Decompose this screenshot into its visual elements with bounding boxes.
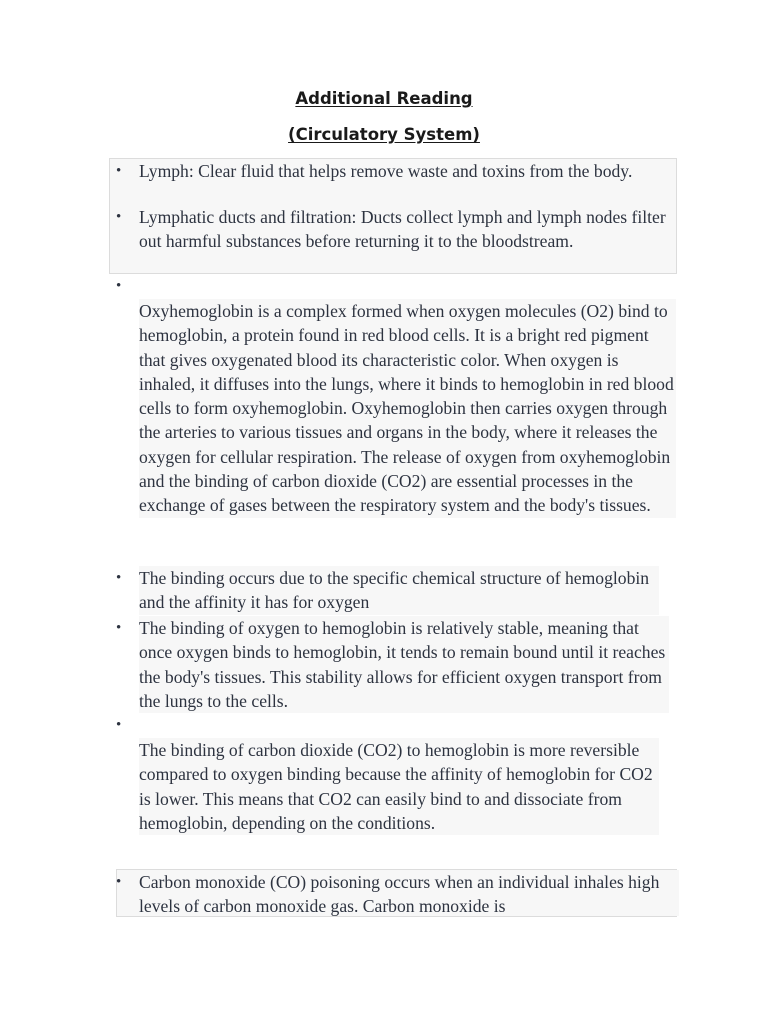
paragraph-oxyhemoglobin: Oxyhemoglobin is a complex formed when oxygen molecules (O2) bind to hemoglobin, a protein found in red blood cells. It is a bright red pigment that gives oxygenated blood its characteristic color. When oxygen is inhaled, it diffuses into the lungs, where it binds to hemoglobin in red blood cells to form oxyhemoglobin. Oxyhemoglobin then carries oxygen through the arteries to various tissues and organs in the body, where it releases the oxygen for cellular respiration. The release of oxygen from oxyhemoglobin and the binding of carbon dioxide (CO2) are essential processes in the exchange of gases between the respiratory system and the body's tissues.	[139, 299, 676, 518]
document-title: Additional Reading	[295, 89, 473, 108]
bullet: •	[116, 620, 122, 636]
carbon-monoxide-clip	[139, 870, 679, 916]
list-item: Carbon monoxide (CO) poisoning occurs when an individual inhales high levels of carbon monoxide gas. Carbon monoxide is	[139, 870, 679, 916]
list-item: Lymphatic ducts and filtration: Ducts collect lymph and lymph nodes filter out harmful substances before returning it to the bloodstream.	[139, 205, 674, 254]
list-item: Lymph: Clear fluid that helps remove waste and toxins from the body.	[139, 159, 674, 183]
list-item: The binding of oxygen to hemoglobin is relatively stable, meaning that once oxygen binds to hemoglobin, it tends to remain bound until it reaches the body's tissues. This stability allows for efficient oxygen transport from the lungs to the cells.	[139, 616, 669, 713]
bullet: •	[116, 874, 122, 890]
bullet: •	[116, 278, 122, 294]
bullet: •	[116, 209, 122, 225]
list-item: The binding occurs due to the specific chemical structure of hemoglobin and the affinity it has for oxygen	[139, 566, 659, 615]
bullet: •	[116, 570, 122, 586]
bullet: •	[116, 163, 122, 179]
paragraph-carbon-dioxide: The binding of carbon dioxide (CO2) to hemoglobin is more reversible compared to oxygen binding because the affinity of hemoglobin for CO2 is lower. This means that CO2 can easily bind to and dissociate from hemoglobin, depending on the conditions.	[139, 738, 659, 835]
bullet: •	[116, 717, 122, 733]
document-subtitle: (Circulatory System)	[288, 125, 480, 144]
